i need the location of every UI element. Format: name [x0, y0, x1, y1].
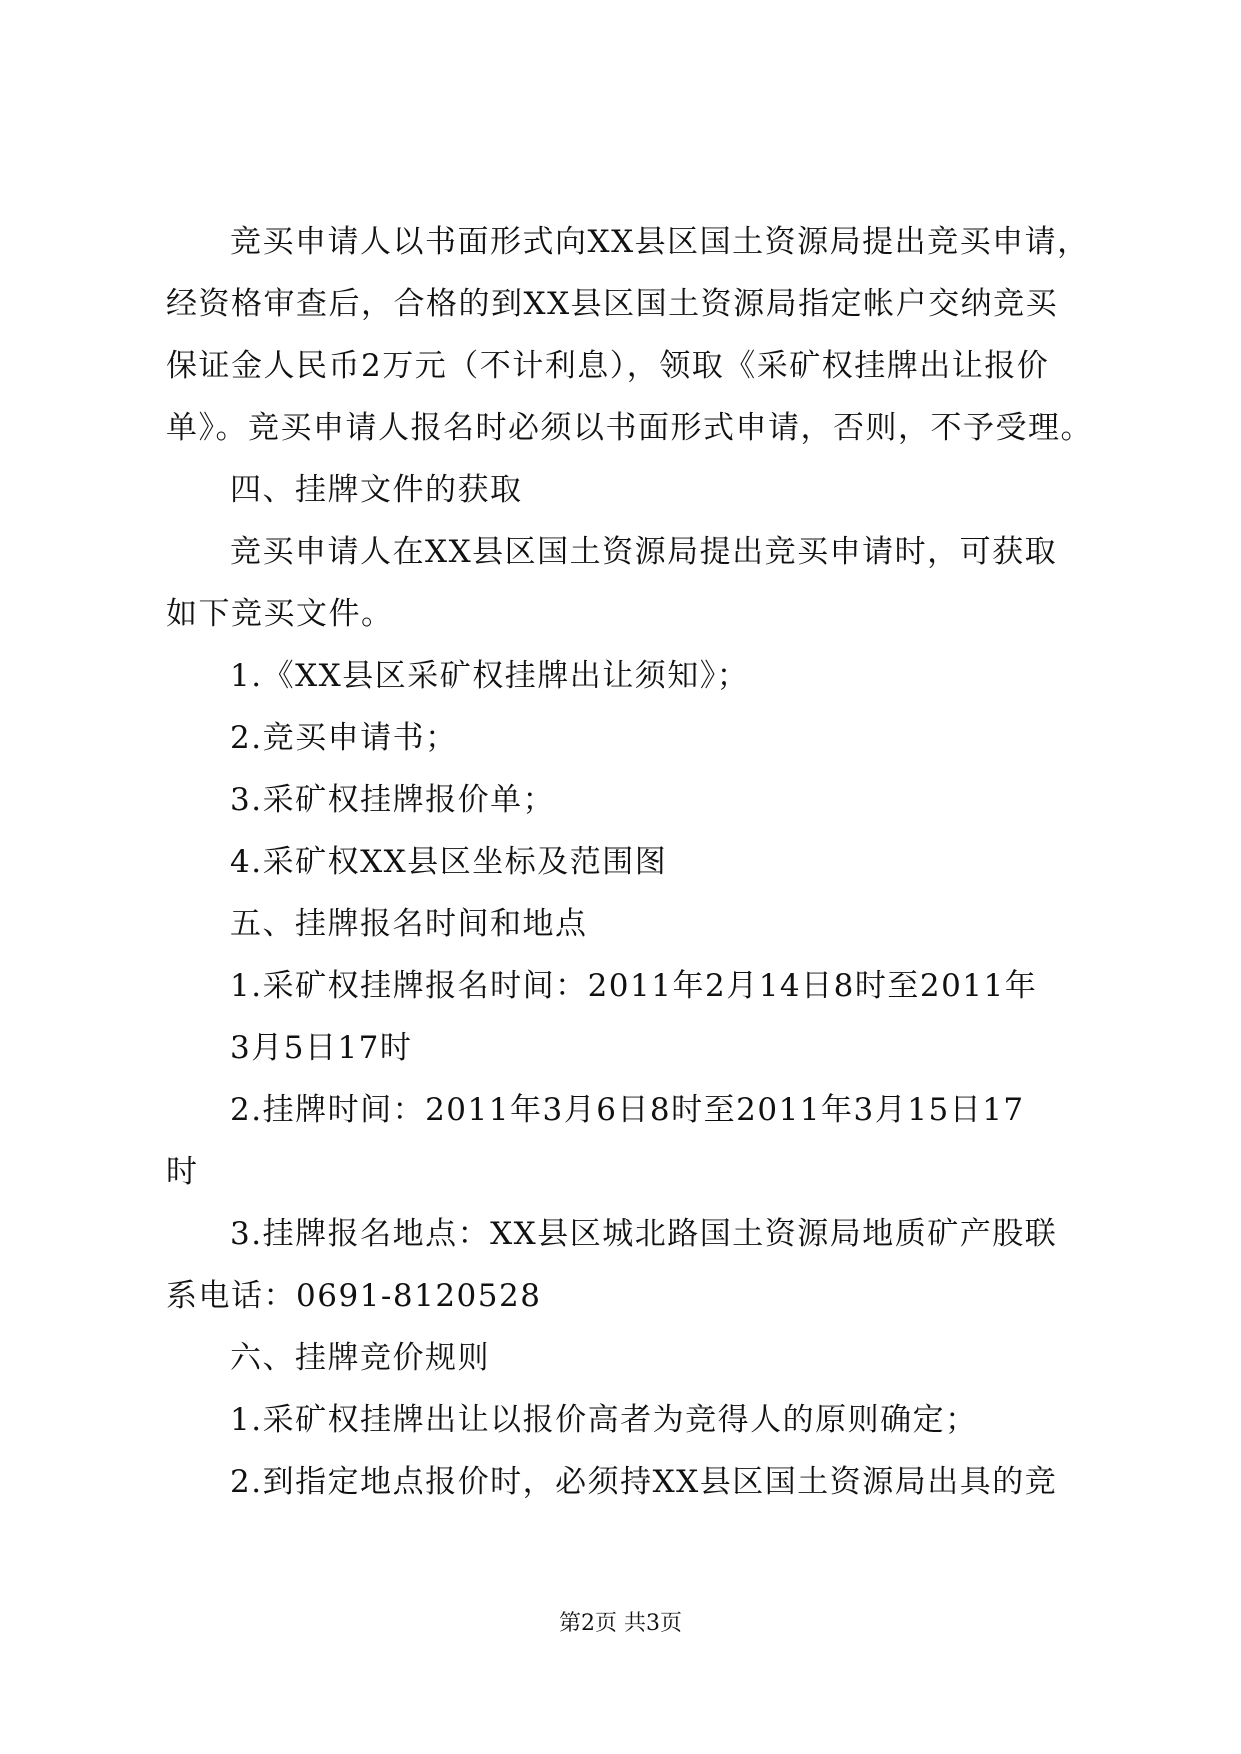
paragraph-line-2: 经资格审查后，合格的到XX县区国土资源局指定帐户交纳竞买 [166, 286, 1059, 322]
list-item: 2.竞买申请书； [230, 720, 458, 756]
paragraph-line-4: 单》。竞买申请人报名时必须以书面形式申请，否则，不予受理。 [166, 410, 1093, 446]
list-item: 4.采矿权XX县区坐标及范围图 [230, 844, 668, 880]
list-item: 1.采矿权挂牌报名时间：2011年2月14日8时至2011年 [230, 968, 1038, 1004]
page-footer: 第2页 共3页 [559, 1611, 682, 1636]
list-item-continuation: 3月5日17时 [230, 1030, 413, 1066]
list-item: 1.《XX县区采矿权挂牌出让须知》； [230, 658, 750, 694]
paragraph-line-3: 保证金人民币2万元（不计利息），领取《采矿权挂牌出让报价 [166, 348, 1050, 384]
list-item: 2.到指定地点报价时，必须持XX县区国土资源局出具的竞 [230, 1464, 1058, 1500]
list-item: 1.采矿权挂牌出让以报价高者为竞得人的原则确定； [230, 1402, 978, 1438]
list-item: 3.挂牌报名地点：XX县区城北路国土资源局地质矿产股联 [230, 1216, 1058, 1252]
list-item: 2.挂牌时间：2011年3月6日8时至2011年3月15日17 [230, 1092, 1025, 1128]
section-heading-6: 六、挂牌竞价规则 [230, 1340, 490, 1376]
paragraph-line-1: 竞买申请人以书面形式向XX县区国土资源局提出竞买申请， [230, 224, 1090, 260]
section-heading-5: 五、挂牌报名时间和地点 [230, 906, 588, 942]
paragraph-line-5: 竞买申请人在XX县区国土资源局提出竞买申请时，可获取 [230, 534, 1058, 570]
list-item-continuation: 时 [166, 1154, 199, 1190]
list-item-continuation: 系电话：0691-8120528 [166, 1278, 542, 1314]
section-heading-4: 四、挂牌文件的获取 [230, 472, 523, 508]
paragraph-line-6: 如下竞买文件。 [166, 596, 394, 632]
list-item: 3.采矿权挂牌报价单； [230, 782, 556, 818]
